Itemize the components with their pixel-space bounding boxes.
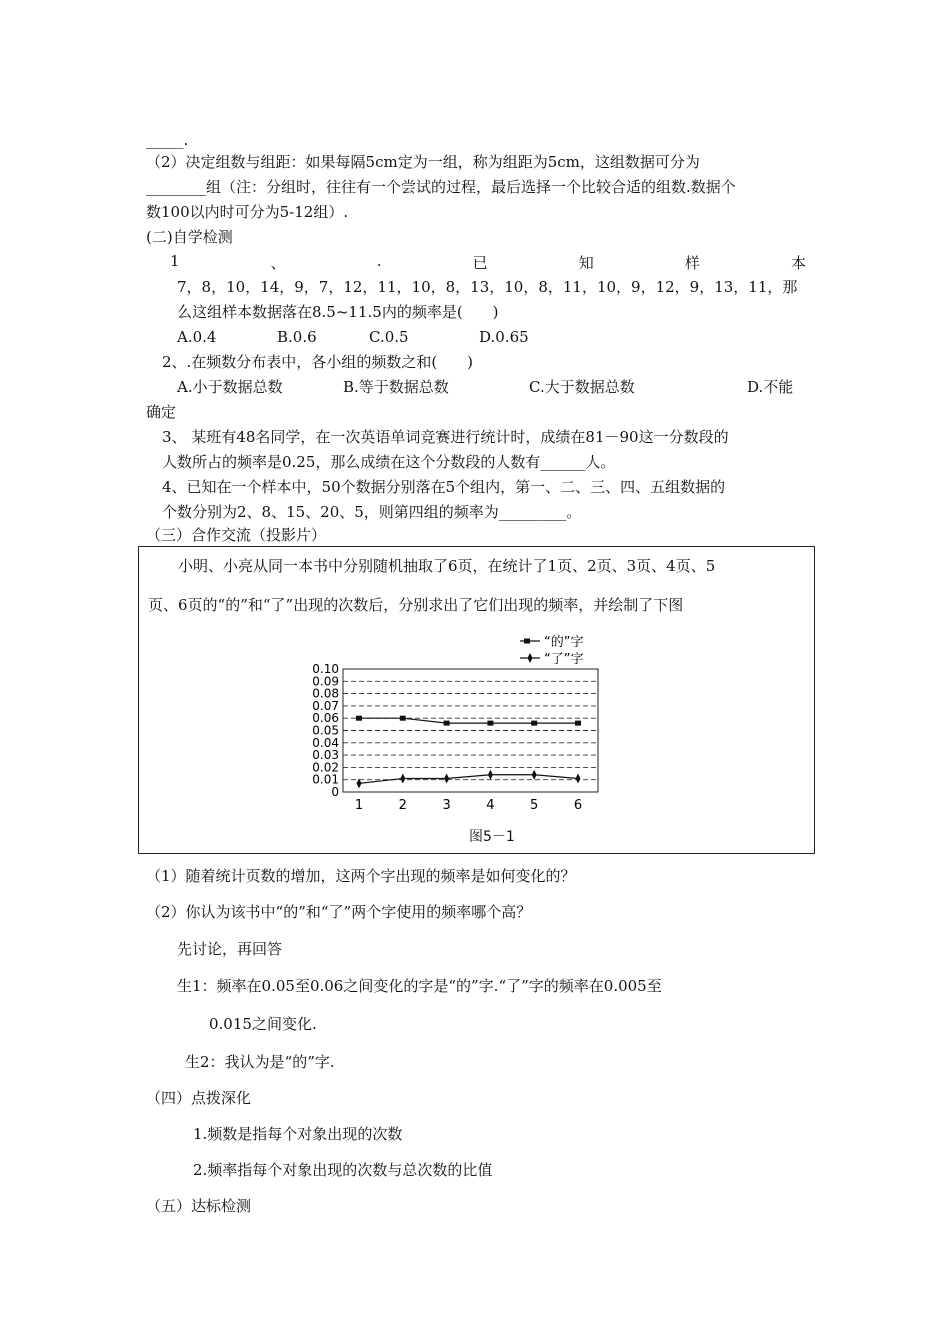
series-line [359, 718, 578, 723]
heading-test: （五）达标检测 [146, 1197, 252, 1215]
blank-end: _____. [146, 131, 189, 149]
legend-marker [524, 639, 530, 644]
x-tick-label: 5 [530, 798, 539, 813]
heading-deepen: （四）点拨深化 [146, 1089, 252, 1107]
y-tick-label: 0.04 [312, 735, 339, 750]
prompt-2: （2）你认为该书中“的”和“了”两个字使用的频率哪个高？ [146, 903, 532, 921]
q1-token: 知 [578, 254, 594, 272]
point-marker [444, 721, 450, 726]
point-marker [575, 721, 581, 726]
point-marker [400, 716, 406, 721]
question1-data: 7，8，10，14，9，7，12，11，10，8，13，10，8，11，10，9，12，9，13，11，那 [177, 278, 798, 296]
point-marker [532, 770, 537, 780]
y-tick-label: 0.07 [312, 698, 339, 713]
y-tick-label: 0.10 [312, 662, 339, 676]
point-marker [531, 721, 537, 726]
y-tick-label: 0.01 [312, 772, 339, 787]
q1-option-c: C.0.5 [369, 328, 409, 346]
x-tick-label: 3 [442, 798, 451, 813]
x-tick-label: 1 [354, 798, 364, 813]
box-line1: 小明、小亮从同一本书中分别随机抽取了6页，在统计了1页、2页、3页、4页、5 [178, 557, 716, 575]
x-tick-label: 4 [486, 798, 495, 813]
y-tick-label: 0.08 [312, 686, 339, 701]
y-tick-label: 0.05 [312, 723, 339, 738]
point-marker [487, 721, 493, 726]
q1-token: 1 [170, 252, 180, 270]
heading-cooperation: （三）合作交流（投影片） [146, 526, 327, 544]
chart-legend [520, 635, 583, 667]
point-marker [400, 773, 405, 783]
projection-box [138, 546, 815, 854]
y-tick-label: 0.03 [312, 748, 339, 763]
deepen-item-2: 2.频率指每个对象出现的次数与总次数的比值 [193, 1161, 493, 1179]
figure-caption: 图5－1 [469, 829, 515, 845]
point-marker [356, 716, 362, 721]
y-tick-label: 0 [331, 785, 339, 799]
section2-line1: （2）决定组数与组距：如果每隔5cm定为一组，称为组距为5cm，这组数据可分为 [146, 153, 700, 171]
x-tick-label: 2 [398, 798, 407, 813]
x-tick-labels [355, 798, 582, 813]
q2-option-b: B.等于数据总数 [343, 378, 449, 396]
q2-option-d: D.不能 [747, 378, 794, 396]
question2-tail: 确定 [146, 403, 177, 421]
q2-option-c: C.大于数据总数 [529, 378, 635, 396]
x-tick-label: 6 [573, 798, 583, 813]
frequency-line-chart [294, 632, 654, 822]
chart-series [356, 716, 581, 789]
box-line2: 页、6页的“的”和“了”出现的次数后，分别求出了它们出现的频率，并绘制了下图 [148, 596, 684, 614]
series-line [359, 775, 578, 784]
deepen-item-1: 1.频数是指每个对象出现的次数 [193, 1125, 403, 1143]
q2-option-a: A.小于数据总数 [177, 378, 283, 396]
q1-option-b: B.0.6 [277, 328, 317, 346]
q1-token: . [376, 252, 382, 270]
question3-line2: 人数所占的频率是0.25，那么成绩在这个分数段的人数有______人。 [162, 453, 616, 471]
y-tick-label: 0.02 [312, 760, 339, 775]
q1-token: 已 [472, 254, 488, 272]
y-tick-labels [312, 662, 339, 799]
prompt-3: 先讨论，再回答 [177, 940, 283, 958]
legend-marker [528, 653, 533, 663]
point-marker [444, 773, 449, 783]
chart-grid [343, 681, 598, 779]
legend-label: “了”字 [544, 652, 584, 667]
q1-token: 、 [270, 254, 286, 272]
y-tick-label: 0.09 [312, 674, 339, 689]
section2-line2: ________组（注：分组时，往往有一个尝试的过程，最后选择一个比较合适的组数.数据个 [146, 178, 736, 196]
prompt-1: （1）随着统计页数的增加，这两个字出现的频率是如何变化的？ [146, 867, 576, 885]
question4-line1: 4、已知在一个样本中，50个数据分别落在5个组内，第一、二、三、四、五组数据的 [162, 478, 726, 496]
q1-token: 样 [684, 254, 700, 272]
point-marker [576, 773, 581, 783]
student2-line: 生2：我认为是“的”字. [185, 1053, 335, 1071]
q1-option-d: D.0.65 [479, 328, 529, 346]
question3-line1: 3、 某班有48名同学，在一次英语单词竞赛进行统计时，成绩在81－90这一分数段的 [162, 428, 729, 446]
y-tick-label: 0.06 [312, 711, 339, 726]
student1-line1: 生1：频率在0.05至0.06之间变化的字是“的”字.“了”字的频率在0.005至 [177, 977, 662, 995]
question2-text: 2、.在频数分布表中，各小组的频数之和( ) [162, 353, 474, 371]
question1-text: 么这组样本数据落在8.5~11.5内的频率是( ) [177, 303, 499, 321]
legend-label: “的”字 [544, 635, 584, 650]
question1-header [170, 252, 806, 273]
q1-token: 本 [790, 254, 806, 272]
q1-option-a: A.0.4 [177, 328, 217, 346]
point-marker [488, 770, 493, 780]
heading-self-test: (二)自学检测 [146, 228, 233, 246]
student1-line2: 0.015之间变化. [209, 1015, 317, 1033]
question4-line2: 个数分别为2、8、15、20、5，则第四组的频率为_________。 [162, 503, 582, 521]
section2-line3: 数100以内时可分为5-12组）. [146, 203, 349, 221]
